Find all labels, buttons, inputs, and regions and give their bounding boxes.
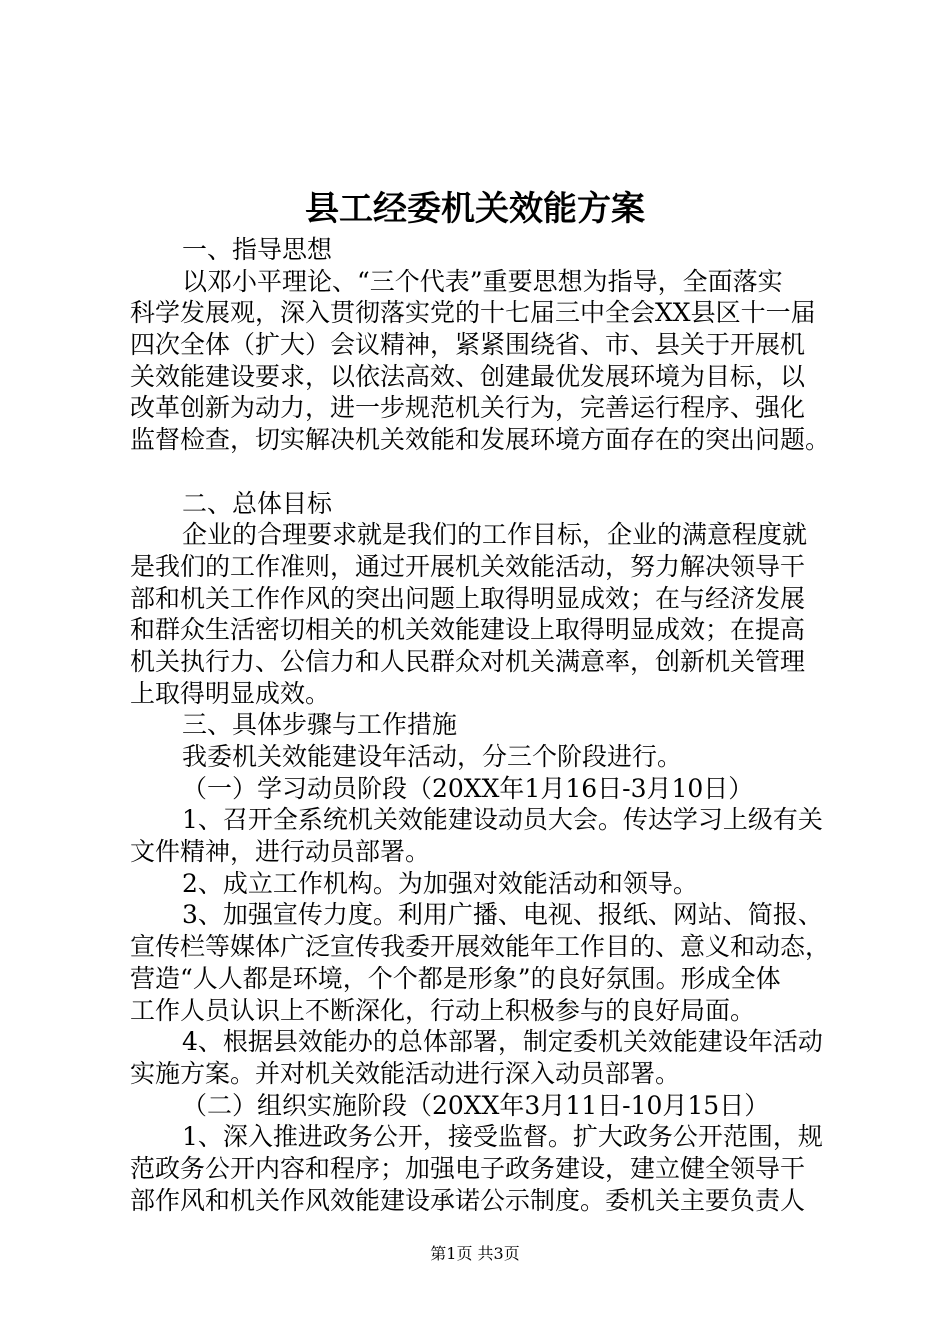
- document-body: [130, 234, 850, 1216]
- list-item-line: 范政务公开内容和程序；加强电子政务建设，建立健全领导干: [130, 1153, 806, 1183]
- list-item-line: 宣传栏等媒体广泛宣传我委开展效能年工作目的、意义和动态，: [130, 932, 831, 962]
- list-item-line: 1、召开全系统机关效能建设动员大会。传达学习上级有关: [182, 805, 823, 835]
- list-item-line: 实施方案。并对机关效能活动进行深入动员部署。: [130, 1058, 681, 1088]
- paragraph-line: 以邓小平理论、“三个代表”重要思想为指导，全面落实: [182, 266, 783, 296]
- paragraph-line: 企业的合理要求就是我们的工作目标，企业的满意程度就: [182, 520, 808, 550]
- list-item-line: 4、根据县效能办的总体部署，制定委机关效能建设年活动: [182, 1027, 823, 1057]
- list-item-line: 2、成立工作机构。为加强对效能活动和领导。: [182, 868, 698, 898]
- paragraph-line: 和群众生活密切相关的机关效能建设上取得明显成效；在提高: [130, 615, 806, 645]
- list-item-line: 工作人员认识上不断深化，行动上积极参与的良好局面。: [130, 995, 756, 1025]
- stage-heading-implementation: （二）组织实施阶段（20XX年3月11日-10月15日）: [182, 1090, 770, 1120]
- paragraph-line: 关效能建设要求，以依法高效、创建最优发展环境为目标，以: [130, 361, 806, 391]
- paragraph-line: 改革创新为动力，进一步规范机关行为，完善运行程序、强化: [130, 393, 806, 423]
- list-item-line: 3、加强宣传力度。利用广播、电视、报纸、网站、简报、: [182, 900, 823, 930]
- page-footer: 第1页 共3页: [430, 1244, 520, 1263]
- paragraph-line: 机关执行力、公信力和人民群众对机关满意率，创新机关管理: [130, 646, 806, 676]
- paragraph-line: 四次全体（扩大）会议精神，紧紧围绕省、市、县关于开展机: [130, 330, 806, 360]
- paragraph-line: 科学发展观，深入贯彻落实党的十七届三中全会XX县区十一届: [130, 298, 816, 328]
- document-title: 县工经委机关效能方案: [305, 189, 645, 229]
- paragraph-line: 是我们的工作准则，通过开展机关效能活动，努力解决领导干: [130, 551, 806, 581]
- blank-line: [130, 456, 850, 488]
- list-item-line: 1、深入推进政务公开，接受监督。扩大政务公开范围，规: [182, 1122, 823, 1152]
- stage-heading-learning-mobilization: （一）学习动员阶段（20XX年1月16日-3月10日）: [182, 773, 754, 803]
- paragraph-line: 我委机关效能建设年活动，分三个阶段进行。: [182, 742, 683, 771]
- list-item-line: 部作风和机关作风效能建设承诺公示制度。委机关主要负责人: [130, 1185, 806, 1215]
- paragraph-line: 部和机关工作作风的突出问题上取得明显成效；在与经济发展: [130, 583, 806, 613]
- paragraph-line: 监督检查，切实解决机关效能和发展环境方面存在的突出问题。: [130, 425, 831, 455]
- section-heading-guiding-ideology: 一、指导思想: [182, 235, 333, 264]
- list-item-line: 营造“人人都是环境，个个都是形象”的良好氛围。形成全体: [130, 963, 781, 993]
- section-heading-overall-goal: 二、总体目标: [182, 488, 333, 518]
- paragraph-line: 上取得明显成效。: [130, 678, 331, 708]
- list-item-line: 文件精神，进行动员部署。: [130, 837, 431, 867]
- section-heading-steps-measures: 三、具体步骤与工作措施: [182, 710, 458, 740]
